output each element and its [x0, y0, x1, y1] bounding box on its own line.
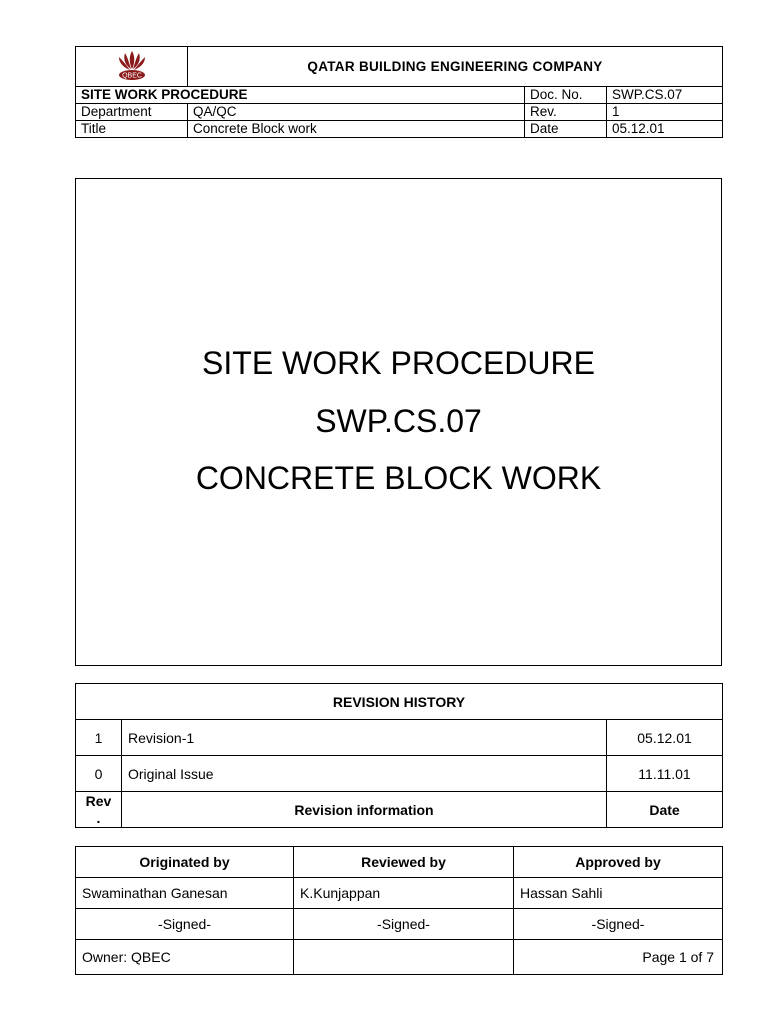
- rev-info: Original Issue: [122, 756, 607, 792]
- rev-info: Revision-1: [122, 720, 607, 756]
- doc-no-label: Doc. No.: [525, 86, 607, 103]
- cover-title-line1: SITE WORK PROCEDURE: [202, 345, 595, 381]
- table-row: [76, 756, 723, 792]
- logo-text: QBEC: [121, 72, 142, 80]
- date-value: 05.12.01: [607, 120, 723, 137]
- rev-date: 05.12.01: [607, 720, 723, 756]
- rev-number: 1: [76, 720, 122, 756]
- originator-signature: -Signed-: [76, 909, 294, 940]
- approved-by-label: Approved by: [514, 847, 723, 878]
- cover-title-box: [75, 178, 722, 666]
- col-header-rev-dot: .: [96, 809, 101, 826]
- department-label: Department: [76, 103, 188, 120]
- rev-number: 0: [76, 756, 122, 792]
- reviewer-signature: -Signed-: [294, 909, 514, 940]
- col-header-date: Date: [607, 792, 723, 828]
- rev-date: 11.11.01: [607, 756, 723, 792]
- originator-name: Swaminathan Ganesan: [76, 878, 294, 909]
- footer-empty-cell: [294, 940, 514, 975]
- title-value: Concrete Block work: [188, 120, 525, 137]
- reviewer-name: K.Kunjappan: [294, 878, 514, 909]
- approver-name: Hassan Sahli: [514, 878, 723, 909]
- table-row: [76, 720, 723, 756]
- revision-history-table: [75, 683, 723, 828]
- approver-signature: -Signed-: [514, 909, 723, 940]
- title-label: Title: [76, 120, 188, 137]
- cover-subject: CONCRETE BLOCK WORK: [195, 460, 602, 496]
- reviewed-by-label: Reviewed by: [294, 847, 514, 878]
- signoff-table: [75, 846, 723, 975]
- revision-history-title: REVISION HISTORY: [76, 684, 723, 720]
- page-number: Page 1 of 7: [514, 940, 723, 975]
- company-name: QATAR BUILDING ENGINEERING COMPANY: [188, 47, 723, 87]
- col-header-rev-text: Rev: [85, 793, 112, 810]
- doc-type: SITE WORK PROCEDURE: [76, 86, 525, 103]
- col-header-rev: [76, 792, 122, 828]
- originated-by-label: Originated by: [76, 847, 294, 878]
- rev-value: 1: [607, 103, 723, 120]
- qbec-logo: [112, 47, 152, 83]
- doc-no-value: SWP.CS.07: [607, 86, 723, 103]
- date-label: Date: [525, 120, 607, 137]
- logo-cell: [76, 47, 188, 87]
- cover-doc-number: SWP.CS.07: [315, 403, 482, 439]
- department-value: QA/QC: [188, 103, 525, 120]
- owner-label: Owner: QBEC: [76, 940, 294, 975]
- col-header-info: Revision information: [122, 792, 607, 828]
- rev-label: Rev.: [525, 103, 607, 120]
- document-header-table: [75, 46, 723, 138]
